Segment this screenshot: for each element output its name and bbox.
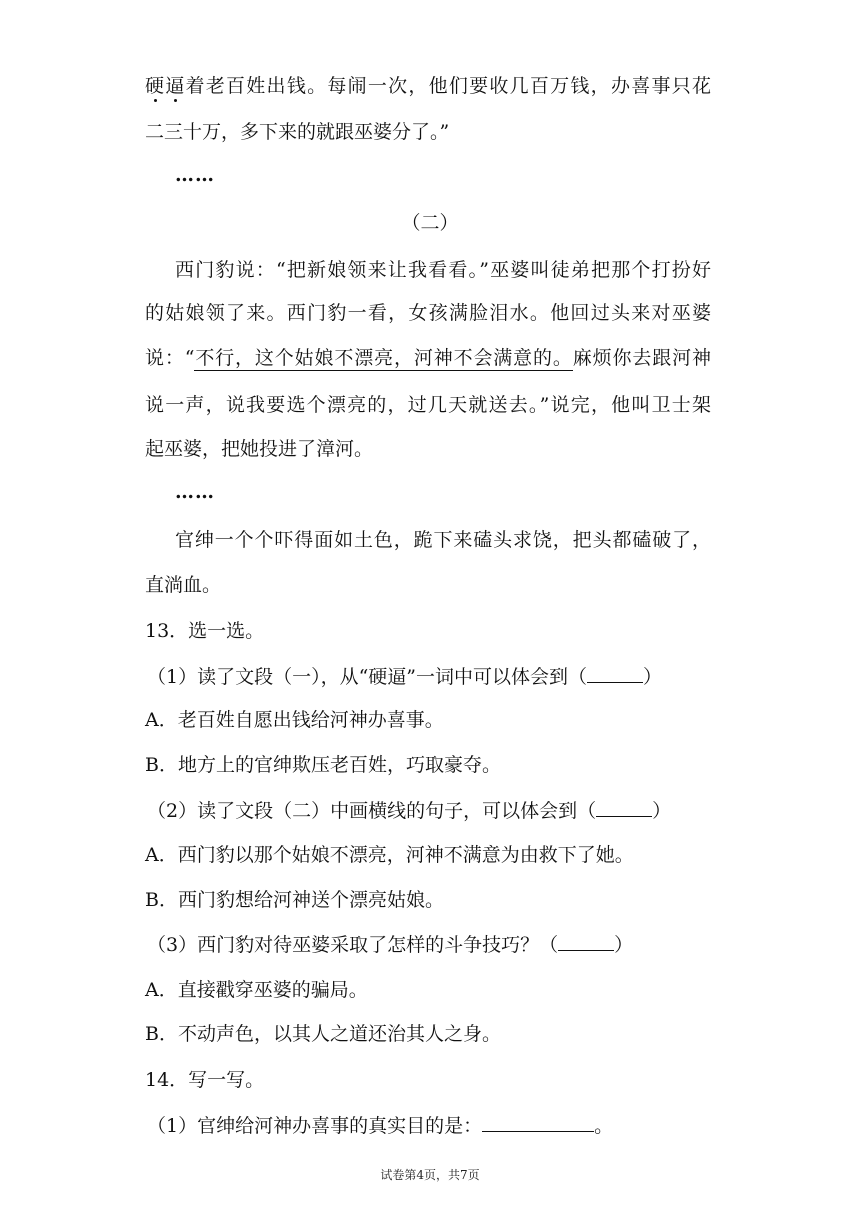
emphasized-char: 硬 — [145, 75, 166, 97]
question-item — [147, 1113, 613, 1138]
passage-line — [145, 74, 711, 98]
option: A．老百姓自愿出钱给河神办喜事。 — [145, 709, 444, 731]
passage-text: 麻烦你去跟河神 — [572, 347, 711, 369]
question-close: 。 — [594, 1115, 614, 1137]
page-footer: 试卷第4页，共7页 — [380, 1168, 480, 1182]
question-item — [147, 798, 671, 823]
option: A．西门豹以那个姑娘不漂亮，河神不满意为由救下了她。 — [145, 844, 634, 866]
question-title: 14．写一写。 — [145, 1069, 265, 1091]
passage-text: 说：“ — [145, 347, 195, 369]
answer-blank[interactable] — [596, 798, 652, 817]
underlined-sentence: 不行，这个姑娘不漂亮，河神不会满意的。 — [194, 347, 573, 369]
answer-blank[interactable] — [558, 932, 614, 951]
question-item — [147, 664, 662, 689]
question-text: （1）官绅给河神办喜事的真实目的是： — [147, 1115, 483, 1137]
passage-line — [145, 346, 711, 370]
passage-line: 官绅一个个吓得面如土色，跪下来磕头求饶，把头都磕破了， — [175, 529, 711, 551]
passage-line: 二三十万，多下来的就跟巫婆分了。” — [145, 121, 450, 143]
question-item — [147, 932, 633, 957]
question-text: （1）读了文段（一），从“硬逼”一词中可以体会到（ — [147, 666, 588, 688]
option: A．直接戳穿巫婆的骗局。 — [145, 979, 368, 1001]
option: B．西门豹想给河神送个漂亮姑娘。 — [145, 889, 444, 911]
section-title: （二） — [401, 212, 459, 234]
passage-line: 说一声，说我要选个漂亮的，过几天就送去。”说完，他叫卫士架 — [145, 394, 711, 416]
passage-line: 直淌血。 — [145, 574, 222, 596]
question-text: （2）读了文段（二）中画横线的句子，可以体会到（ — [147, 800, 597, 822]
ellipsis: …… — [175, 481, 215, 503]
passage-line: 起巫婆，把她投进了漳河。 — [145, 438, 374, 460]
question-close: ） — [652, 800, 672, 822]
emphasized-char: 逼 — [165, 75, 186, 97]
option: B．地方上的官绅欺压老百姓，巧取豪夺。 — [145, 754, 501, 776]
answer-blank[interactable] — [587, 664, 643, 683]
passage-line: 的姑娘领了来。西门豹一看，女孩满脸泪水。他回过头来对巫婆 — [145, 302, 711, 324]
passage-line: 西门豹说：“把新娘领来让我看看。”巫婆叫徒弟把那个打扮好 — [175, 259, 711, 281]
answer-blank[interactable] — [482, 1113, 594, 1132]
question-close: ） — [643, 666, 663, 688]
option: B．不动声色，以其人之道还治其人之身。 — [145, 1023, 501, 1045]
question-text: （3）西门豹对待巫婆采取了怎样的斗争技巧？（ — [147, 934, 559, 956]
question-close: ） — [614, 934, 634, 956]
ellipsis: …… — [175, 164, 215, 186]
passage-text: 着老百姓出钱。每闹一次，他们要收几百万钱，办喜事只花 — [185, 75, 711, 97]
question-title: 13．选一选。 — [145, 620, 265, 642]
